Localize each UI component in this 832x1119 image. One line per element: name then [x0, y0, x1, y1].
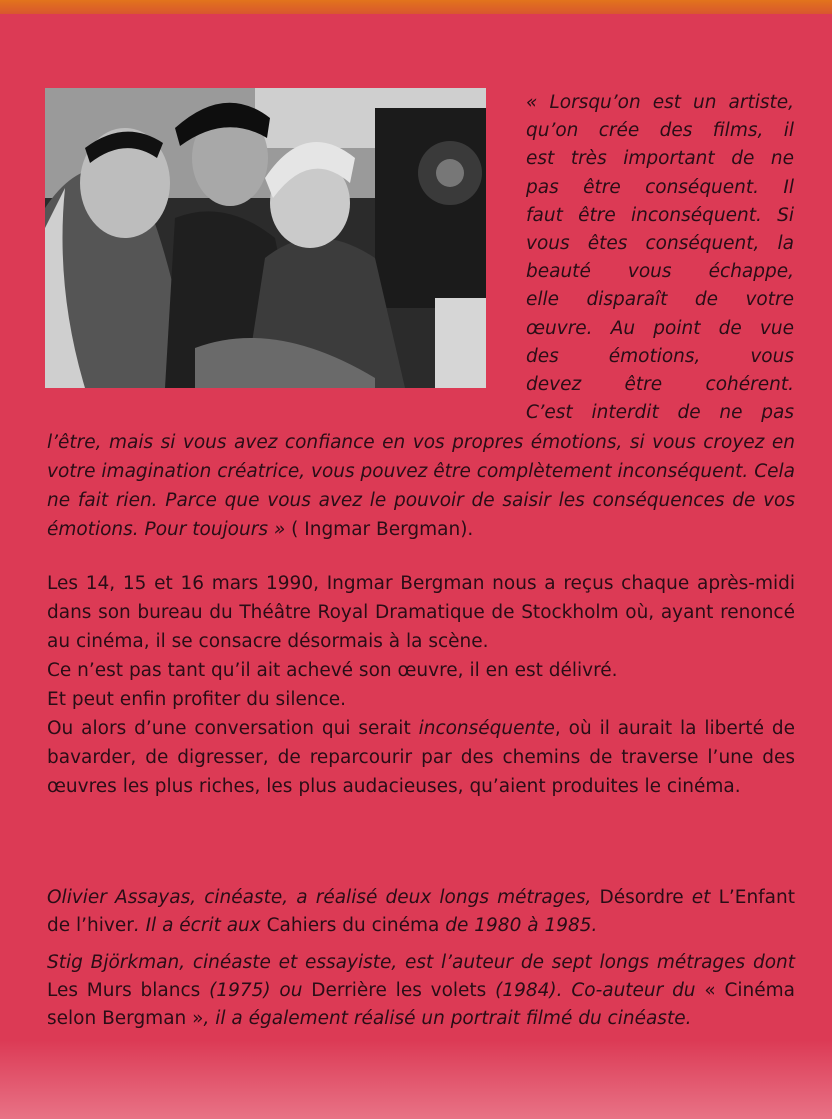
bio-bjorkman — [47, 949, 795, 1033]
quote-line: œuvre. Au point de vue — [526, 317, 794, 339]
intro-paragraph — [47, 714, 795, 801]
bio-assayas — [47, 884, 795, 940]
intro-paragraph: Ce n’est pas tant qu’il ait achevé son œuvre, il en est délivré. — [47, 660, 618, 681]
bio-text: (1984). Co-auteur du — [486, 980, 705, 1001]
interview-intro — [47, 569, 795, 801]
top-orange-band — [0, 0, 832, 14]
quote-line: beauté vous échappe, — [526, 261, 794, 283]
photo-illustration — [45, 88, 486, 388]
bio-title: Derrière les volets — [311, 980, 487, 1001]
quote-continuation — [47, 428, 795, 544]
intro-text: Ou alors d’une conversation qui serait — [47, 718, 419, 739]
bio-title: « Cinéma selon Bergman » — [47, 980, 795, 1029]
intro-paragraph: Et peut enfin profiter du silence. — [47, 689, 347, 710]
quote-continuation-text: l’être, mais si vous avez confiance en vos propres émotions, si vous croyez en votre imagination créatrice, vous pouvez être complètement inconséquent. Cela ne fait rien. Parce que vous avez le pouvoir de saisir les conséquences de vos émotions. Pour toujours » — [47, 432, 795, 540]
bio-text: Olivier Assayas, cinéaste, a réalisé deux longs métrages, — [47, 887, 600, 908]
bio-text: et — [683, 887, 719, 908]
bio-text: Stig Björkman, cinéaste et essayiste, est l’auteur de sept longs métrages dont — [47, 952, 795, 973]
quote-line: vous êtes conséquent, la — [526, 233, 794, 255]
intro-paragraph: Les 14, 15 et 16 mars 1990, Ingmar Bergman nous a reçus chaque après-midi dans son bureau du Théâtre Royal Dramatique de Stockholm où, ayant renoncé au cinéma, il se consacre désormais à la scène. — [47, 573, 795, 652]
bio-title: Cahiers du cinéma — [266, 915, 440, 936]
bio-text: de 1980 à 1985. — [439, 915, 598, 936]
bio-title: L’Enfant de l’hiver — [47, 887, 795, 936]
quote-line: C’est interdit de ne pas — [526, 402, 794, 424]
bio-text: . Il a écrit aux — [133, 915, 267, 936]
quote-line: est très important de ne — [526, 148, 794, 170]
bio-text: (1975) ou — [200, 980, 312, 1001]
quote-attribution: ( Ingmar Bergman). — [285, 519, 474, 540]
quote-line: elle disparaît de votre — [526, 289, 794, 311]
quote-line: pas être conséquent. Il — [526, 176, 794, 198]
bio-text: , il a également réalisé un portrait filmé du cinéaste. — [203, 1008, 692, 1029]
quote-line: qu’on crée des films, il — [526, 120, 794, 142]
quote-opening-lines — [526, 89, 794, 427]
intro-text: , où il aurait la liberté de bavarder, de digresser, de reparcourir par des chemins de traverse l’une des œuvres les plus riches, les plus audacieuses, qu’aient produites le cinéma. — [47, 718, 796, 797]
film-set-photo — [45, 88, 486, 388]
quote-line: des émotions, vous — [526, 345, 794, 367]
author-bios — [47, 884, 795, 1042]
quote-line: faut être inconséquent. Si — [526, 204, 794, 226]
cover-glare — [0, 1040, 832, 1119]
quote-line: devez être cohérent. — [526, 374, 794, 396]
bio-title: Désordre — [599, 887, 684, 908]
intro-emphasis: inconséquente — [418, 718, 555, 739]
quote-line: « Lorsqu’on est un artiste, — [526, 92, 794, 113]
bio-title: Les Murs blancs — [47, 980, 201, 1001]
